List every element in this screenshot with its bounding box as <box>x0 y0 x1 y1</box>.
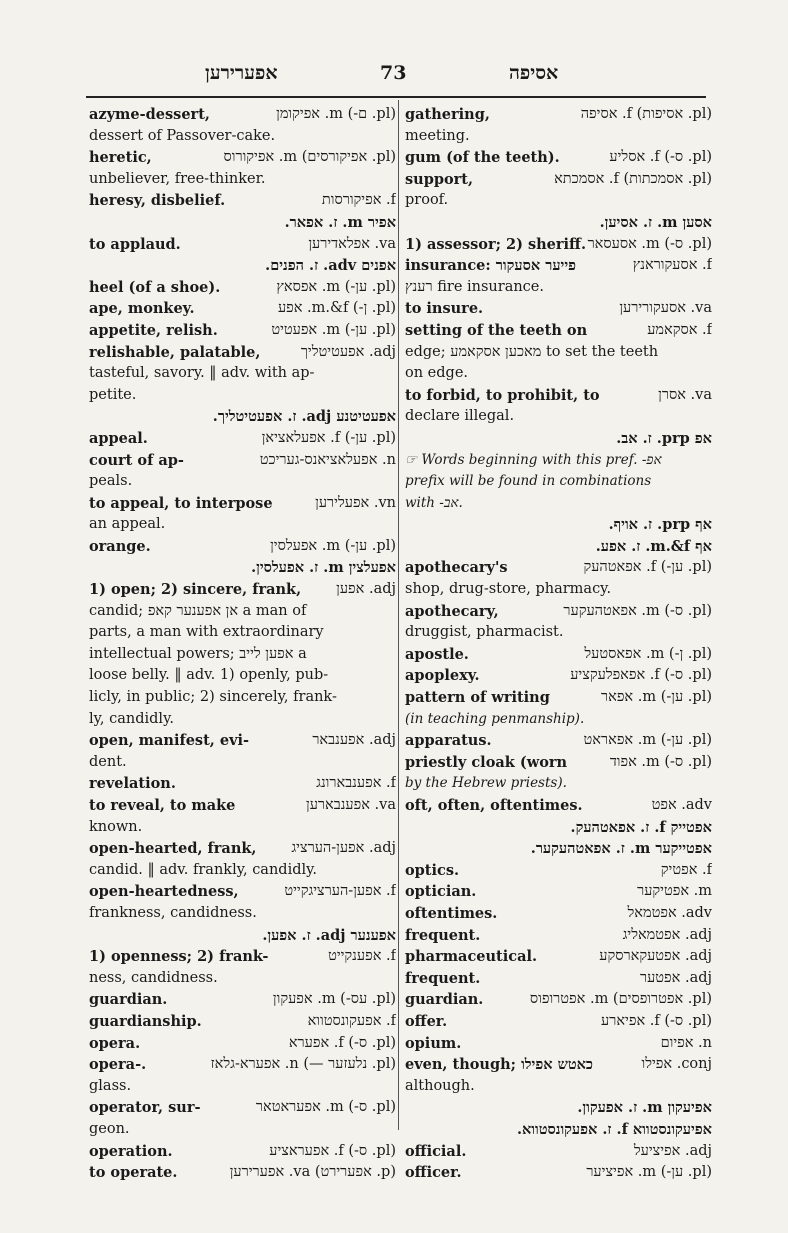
left-line <box>89 255 396 277</box>
entry-english: pattern of writing <box>405 689 550 707</box>
entry-english: opera-. <box>89 1056 147 1074</box>
right-line <box>405 925 712 947</box>
entry-continuation: unbeliever, free-thinker. <box>89 170 266 187</box>
entry-headword: (pl. ען-) f. אפעלאציאן <box>261 429 396 446</box>
left-line <box>89 1076 396 1098</box>
entry-headword: (pl. אפטרופסים) m. אפטרופוס <box>529 991 712 1008</box>
entry-continuation: proof. <box>405 192 449 209</box>
entry-english: gum (of the teeth). <box>405 149 560 167</box>
entry-english: official. <box>405 1142 467 1160</box>
right-line <box>405 514 712 536</box>
entry-headword: va. אסעקורירען <box>619 300 712 317</box>
entry-headword: adj. אפטער <box>639 969 712 986</box>
entry-continuation: intellectual powers; אפען לייב a <box>89 645 307 662</box>
entry-headword: (pl. ס-) f. אפעראציע <box>269 1142 396 1159</box>
right-line <box>405 212 712 234</box>
right-line <box>405 1011 712 1033</box>
left-line <box>89 1033 396 1055</box>
left-line <box>89 428 396 450</box>
entry-headword: (pl. ען-) m. אפעלסין <box>270 537 396 554</box>
entry-english: opera. <box>89 1034 141 1052</box>
entry-english: apostle. <box>405 645 469 663</box>
left-line <box>89 536 396 558</box>
entry-continuation: (in teaching penmanship). <box>405 710 585 727</box>
right-line <box>405 126 712 148</box>
entry-english: pharmaceutical. <box>405 948 538 966</box>
entry-headword: f. אפיקורסות <box>321 192 396 209</box>
right-line <box>405 147 712 169</box>
left-line <box>89 817 396 839</box>
entry-english: guardian. <box>89 991 168 1009</box>
right-line <box>405 190 712 212</box>
left-line <box>89 838 396 860</box>
left-line <box>89 1097 396 1119</box>
right-line <box>405 428 712 450</box>
entry-headword: va. אפלאדירען <box>308 235 396 252</box>
right-line <box>405 622 712 644</box>
right-line <box>405 968 712 990</box>
entry-english: oftentimes. <box>405 904 498 922</box>
left-line <box>89 169 396 191</box>
entry-headword: n. אפיום <box>660 1034 712 1051</box>
entry-english: support, <box>405 170 474 188</box>
page-number: 73 <box>380 62 407 84</box>
right-line <box>405 471 712 493</box>
entry-headword: adv. אפט <box>651 797 712 813</box>
entry-headword: (pl. ען-) m. אפאר <box>601 689 712 706</box>
left-line <box>89 860 396 882</box>
header-left-guideword: אפערירען <box>205 62 278 84</box>
left-line <box>89 363 396 385</box>
entry-headword: (pl. ען-) f. אפאטהעק <box>583 559 712 576</box>
left-line <box>89 450 396 472</box>
left-line <box>89 1011 396 1033</box>
entry-english: to reveal, to make <box>89 797 236 814</box>
entry-english: to forbid, to prohibit, to <box>405 386 600 404</box>
right-line <box>405 320 712 342</box>
entry-english: 1) openness; 2) frank- <box>89 948 269 966</box>
right-line <box>405 277 712 299</box>
left-line <box>89 730 396 752</box>
entry-english: optician. <box>405 883 477 901</box>
entry-headword: adj. אפענבאר <box>312 732 396 749</box>
left-line <box>89 557 396 579</box>
right-line <box>405 601 712 623</box>
left-column <box>89 104 396 1184</box>
entry-headword: (pl. ען-) m. אפסאץ <box>276 278 396 295</box>
left-line <box>89 104 396 126</box>
right-line <box>405 1054 712 1076</box>
entry-english: apoplexy. <box>405 667 480 685</box>
entry-cross-reference: אפיר m. ז. אפאר. <box>284 213 396 231</box>
column-divider <box>398 100 399 1130</box>
entry-headword: (pl. ס-) m. אפאטהעקער <box>563 602 712 619</box>
entry-continuation: frankness, candidness. <box>89 904 257 921</box>
entry-continuation: glass. <box>89 1077 132 1094</box>
left-line <box>89 406 396 428</box>
entry-cross-reference: אפיעקון m. ז. אפעקון. <box>577 1099 712 1117</box>
right-line <box>405 730 712 752</box>
left-line <box>89 1162 396 1184</box>
entry-headword: vn. אפעלירען <box>315 494 396 511</box>
entry-headword: (pl. ען-) m. אפיציער <box>586 1164 712 1181</box>
entry-headword: f. אפטיק <box>660 861 712 878</box>
left-line <box>89 709 396 731</box>
right-line <box>405 881 712 903</box>
left-line <box>89 320 396 342</box>
entry-english: open-hearted, frank, <box>89 840 257 858</box>
right-line <box>405 1097 712 1119</box>
left-line <box>89 298 396 320</box>
entry-continuation: ness, candidness. <box>89 969 218 986</box>
entry-english: guardian. <box>405 991 484 1009</box>
left-line <box>89 1141 396 1163</box>
entry-english: apparatus. <box>405 732 492 750</box>
entry-continuation: dessert of Passover-cake. <box>89 127 276 144</box>
entry-headword: (pl. אסיפות) f. אסיפה <box>580 106 712 122</box>
right-line <box>405 342 712 364</box>
left-line <box>89 1054 396 1076</box>
entry-english: heretic, <box>89 149 152 167</box>
entry-english: to applaud. <box>89 235 181 253</box>
right-line <box>405 752 712 774</box>
left-line <box>89 946 396 968</box>
entry-headword: (pl. אסמכתות) f. אסמכתא <box>554 170 712 187</box>
left-line <box>89 903 396 925</box>
entry-headword: (pl. ען-) m. אפאראט <box>583 732 712 749</box>
entry-continuation: edge; מאכען אסקאמע to set the teeth <box>405 343 659 360</box>
entry-continuation: candid; אן אפענער קאפ a man of <box>89 602 307 619</box>
entry-headword: (pl. ס-) m. אפעראטאר <box>255 1099 396 1116</box>
entry-continuation: רענץ fire insurance. <box>405 278 544 295</box>
entry-headword: (pl. ן-) m. אפאסטעל <box>584 645 712 662</box>
entry-continuation: by the Hebrew priests). <box>405 775 567 792</box>
right-line <box>405 104 712 126</box>
entry-headword: adj. אפטמאליג <box>622 926 712 943</box>
entry-cross-reference: אפיעקונסטווא f. ז. אפעקונסטווא. <box>516 1120 712 1138</box>
left-line <box>89 147 396 169</box>
entry-continuation: tasteful, savory. ‖ adv. with ap- <box>89 365 315 382</box>
entry-english: apothecary's <box>405 559 508 577</box>
right-line <box>405 450 712 472</box>
header-right-guideword: אסיפה <box>509 62 559 84</box>
entry-english: court of ap- <box>89 451 184 469</box>
right-line <box>405 1076 712 1098</box>
right-line <box>405 773 712 795</box>
right-line <box>405 385 712 407</box>
entry-english: relishable, palatable, <box>89 343 261 361</box>
entry-cross-reference: אפענער adj. ז. אפען. <box>262 926 396 944</box>
left-line <box>89 881 396 903</box>
entry-continuation: with -אב. <box>405 494 463 511</box>
right-line <box>405 795 712 817</box>
left-line <box>89 752 396 774</box>
entry-headword: va. אפענבארען <box>306 797 396 813</box>
right-line <box>405 234 712 256</box>
entry-headword: (pl. עס-) m. אפעקון <box>272 991 396 1008</box>
entry-headword: (pl. ם-) m. אפיקומן <box>276 106 396 122</box>
entry-headword: adj. אפטעקארסקע <box>599 948 712 965</box>
entry-english: frequent. <box>405 926 481 944</box>
entry-english: 1) open; 2) sincere, frank, <box>89 581 302 599</box>
right-line <box>405 298 712 320</box>
entry-english: guardianship. <box>89 1012 202 1030</box>
entry-continuation: parts, a man with extraordinary <box>89 624 324 641</box>
entry-english: setting of the teeth on <box>405 321 588 339</box>
entry-continuation: druggist, pharmacist. <box>405 624 564 641</box>
entry-headword: (pl. ס-) f. אפערא <box>288 1034 396 1051</box>
left-line <box>89 385 396 407</box>
entry-english: to operate. <box>89 1164 178 1182</box>
entry-english: revelation. <box>89 775 176 793</box>
left-line <box>89 212 396 234</box>
entry-headword: adj. אפעטיטליך <box>300 343 396 360</box>
entry-continuation: geon. <box>89 1120 130 1137</box>
left-line <box>89 795 396 817</box>
right-line <box>405 665 712 687</box>
header-rule <box>86 96 706 98</box>
left-line <box>89 925 396 947</box>
right-line <box>405 169 712 191</box>
entry-english: heresy, disbelief. <box>89 192 226 210</box>
entry-english: 1) assessor; 2) sheriff. <box>405 235 587 253</box>
left-line <box>89 277 396 299</box>
entry-english: frequent. <box>405 969 481 987</box>
left-line <box>89 471 396 493</box>
left-line <box>89 126 396 148</box>
entry-cross-reference: אפ prp. ז. אב. <box>616 429 712 447</box>
entry-english: even, though; כאטש אפילו <box>405 1056 594 1074</box>
entry-english: open, manifest, evi- <box>89 732 250 750</box>
right-line <box>405 557 712 579</box>
entry-headword: (pl. ן-) m.&f. אפע <box>277 300 396 317</box>
entry-cross-reference: אף prp. ז. אויף. <box>608 516 712 534</box>
entry-headword: (pl. ען-) m. אפעטיט <box>271 321 396 338</box>
entry-cross-reference: אפטייקער m. ז. אפאטהעקער. <box>530 840 712 858</box>
entry-english: azyme-dessert, <box>89 106 210 123</box>
right-line <box>405 1119 712 1141</box>
left-line <box>89 493 396 515</box>
entry-headword: conj. אפילו <box>641 1056 712 1073</box>
entry-english: optics. <box>405 861 460 879</box>
left-line <box>89 687 396 709</box>
entry-english: gathering, <box>405 106 490 123</box>
right-column <box>405 104 712 1184</box>
entry-english: to insure. <box>405 300 484 318</box>
entry-headword: adj. אפען <box>336 581 396 598</box>
entry-cross-reference: אף m.&f. ז. אפע. <box>595 537 712 555</box>
entry-headword: (p. אפערירט) va. אפערירען <box>229 1164 396 1181</box>
left-line <box>89 622 396 644</box>
right-line <box>405 1033 712 1055</box>
entry-continuation: prefix will be found in combinations <box>405 473 652 490</box>
entry-continuation: an appeal. <box>89 516 166 533</box>
entry-english: operation. <box>89 1142 173 1160</box>
entry-headword: f. אפען-הערציגקייט <box>284 883 396 900</box>
entry-english: orange. <box>89 537 151 555</box>
right-line <box>405 817 712 839</box>
entry-continuation: declare illegal. <box>405 408 515 425</box>
entry-headword: n. אפעלאציאנס-געריכט <box>259 451 396 468</box>
entry-english: insurance: פייער אסעקור <box>405 257 577 275</box>
entry-english: officer. <box>405 1164 462 1182</box>
entry-english: priestly cloak (worn <box>405 753 568 771</box>
entry-continuation: ly, candidly. <box>89 710 174 727</box>
entry-continuation: peals. <box>89 473 133 490</box>
entry-headword: va. אסרן <box>658 386 712 403</box>
entry-continuation: although. <box>405 1077 475 1094</box>
right-line <box>405 860 712 882</box>
left-line <box>89 1119 396 1141</box>
entry-continuation: licly, in public; 2) sincerely, frank- <box>89 689 337 706</box>
right-line <box>405 946 712 968</box>
entry-headword: adj. אפיציעל <box>633 1142 712 1159</box>
entry-headword: (pl. ס-) m. אפוד <box>609 753 712 770</box>
entry-headword: f. אפענקייט <box>328 948 396 965</box>
entry-headword: adj. אפען-הערציג <box>291 840 396 857</box>
entry-continuation: on edge. <box>405 365 469 382</box>
entry-continuation: meeting. <box>405 127 470 144</box>
left-line <box>89 989 396 1011</box>
entry-headword: f. אפעקונסטווא <box>307 1012 396 1029</box>
entry-english: operator, sur- <box>89 1099 201 1117</box>
entry-cross-reference: אסען m. ז. אסיען. <box>599 213 712 231</box>
entry-english: heel (of a shoe). <box>89 278 221 296</box>
entry-headword: (pl. ס-) f. אסליע <box>609 149 712 166</box>
entry-continuation: petite. <box>89 386 137 403</box>
page-header <box>0 62 788 94</box>
left-line <box>89 665 396 687</box>
entry-continuation: shop, drug-store, pharmacy. <box>405 581 612 598</box>
right-line <box>405 363 712 385</box>
entry-english: apothecary, <box>405 602 499 620</box>
entry-cross-reference: אפנים adv. ז. הפנים. <box>265 257 396 275</box>
entry-english: oft, often, oftentimes. <box>405 797 583 814</box>
left-line <box>89 342 396 364</box>
entry-english: offer. <box>405 1012 448 1030</box>
right-line <box>405 838 712 860</box>
right-line <box>405 644 712 666</box>
entry-english: appetite, relish. <box>89 321 218 339</box>
left-line <box>89 968 396 990</box>
right-line <box>405 493 712 515</box>
entry-cross-reference: אפעלצין m. ז. אפעלסין. <box>251 559 396 577</box>
left-line <box>89 773 396 795</box>
left-line <box>89 579 396 601</box>
entry-continuation: dent. <box>89 753 127 770</box>
left-line <box>89 601 396 623</box>
entry-headword: (pl. נלעזער —) n. אפערא-גלאז <box>210 1056 396 1073</box>
right-line <box>405 406 712 428</box>
right-line <box>405 536 712 558</box>
right-line <box>405 255 712 277</box>
entry-cross-reference: אפטייק f. ז. אפאטהעק. <box>570 818 712 836</box>
entry-headword: (pl. אפיקורסים) m. אפיקורוס <box>223 149 396 166</box>
entry-cross-reference: אפעטיטנע adj. ז. אפעטיטליך. <box>212 408 396 426</box>
entry-continuation: loose belly. ‖ adv. 1) openly, pub- <box>89 667 329 684</box>
right-line <box>405 1162 712 1184</box>
entry-headword: (pl. ס-) m. אסעסאר <box>587 235 712 252</box>
left-line <box>89 190 396 212</box>
entry-english: opium. <box>405 1034 462 1052</box>
entry-continuation: known. <box>89 818 143 835</box>
entry-english: to appeal, to interpose <box>89 494 273 512</box>
right-line <box>405 903 712 925</box>
entry-continuation: ☞ Words beginning with this pref. -אפ <box>405 451 662 468</box>
left-line <box>89 234 396 256</box>
entry-english: open-heartedness, <box>89 883 239 901</box>
entry-headword: adv. אפטמאל <box>627 904 712 921</box>
entry-headword: m. אפטיקער <box>637 883 712 900</box>
entry-headword: (pl. ס-) f. אפיארע <box>601 1012 712 1029</box>
entry-english: appeal. <box>89 429 148 447</box>
right-line <box>405 989 712 1011</box>
right-line <box>405 687 712 709</box>
entry-headword: (pl. ס-) f. אפאפלעקציע <box>570 667 712 684</box>
entry-continuation: candid. ‖ adv. frankly, candidly. <box>89 861 318 878</box>
right-line <box>405 579 712 601</box>
entry-headword: f. אסקאמע <box>647 321 712 338</box>
entry-headword: f. אפענבארונג <box>316 775 396 792</box>
right-line <box>405 709 712 731</box>
left-line <box>89 644 396 666</box>
right-line <box>405 1141 712 1163</box>
entry-english: ape, monkey. <box>89 300 195 318</box>
left-line <box>89 514 396 536</box>
entry-headword: f. אסעקוראנץ <box>632 257 712 274</box>
